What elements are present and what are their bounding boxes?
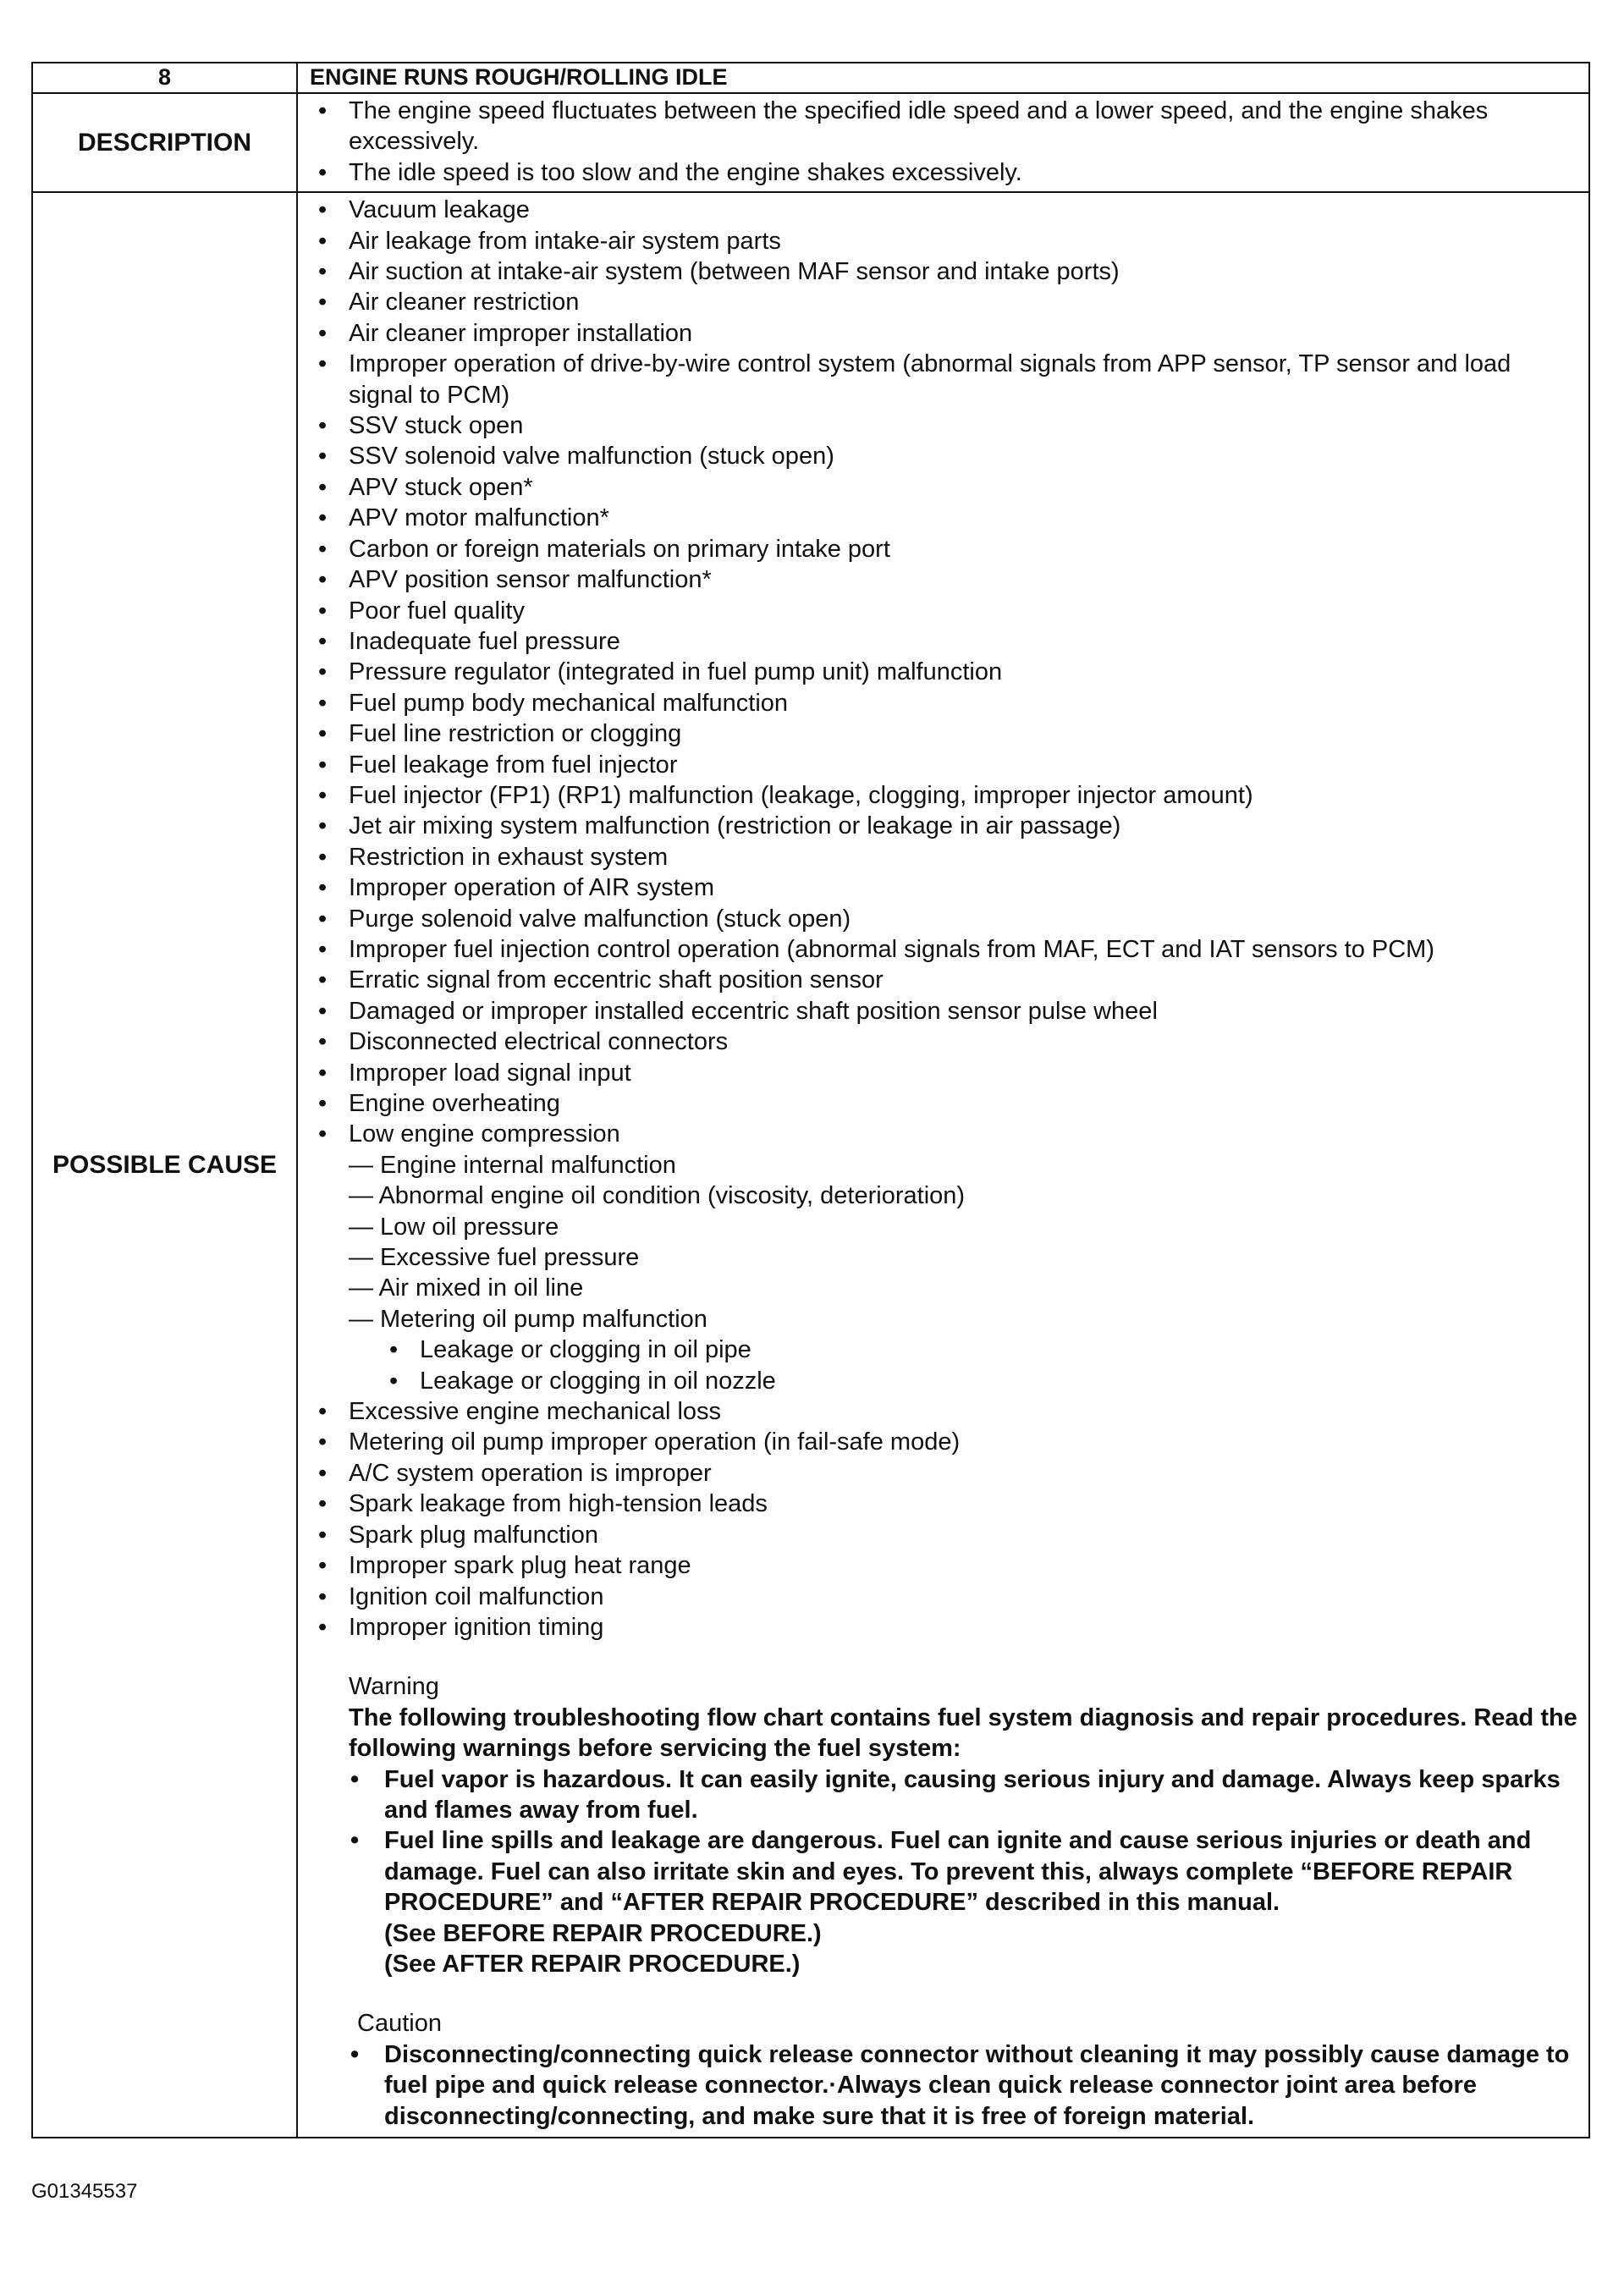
warning-text: The following troubleshooting flow chart contains fuel system diagnosis and repair procedures. Read the following warnings before servicing the fuel system: — [349, 1703, 1577, 1763]
possible-cause-label: POSSIBLE CAUSE — [32, 192, 297, 2138]
cause-item: • Excessive engine mechanical loss — [313, 1396, 1578, 1427]
cause-item: • Damaged or improper installed eccentric shaft position sensor pulse wheel — [313, 996, 1578, 1026]
symptom-number: 8 — [32, 63, 297, 93]
cause-subitem: — Low oil pressure — [349, 1213, 559, 1241]
cause-item: • APV motor malfunction* — [313, 503, 1578, 533]
description-item: • The engine speed fluctuates between the specified idle speed and a lower speed, and the engine shakes excessively. — [313, 96, 1578, 157]
cause-subitem: — Excessive fuel pressure — [349, 1244, 640, 1272]
cause-item: • Fuel leakage from fuel injector — [313, 750, 1578, 780]
see-before-repair-link[interactable]: (See BEFORE REPAIR PROCEDURE.) — [384, 1919, 822, 1947]
caution-heading: Caution — [357, 2010, 442, 2038]
description-content — [297, 93, 1589, 192]
oil-pump-subcause-list — [313, 1335, 1578, 1396]
cause-item: • Air cleaner restriction — [313, 287, 1578, 317]
cause-item: • Spark leakage from high-tension leads — [313, 1489, 1578, 1519]
cause-list — [313, 195, 1578, 1150]
table-header-row — [32, 63, 1589, 93]
cause-subsubitem: • Leakage or clogging in oil nozzle — [313, 1366, 1578, 1396]
see-after-repair-link[interactable]: (See AFTER REPAIR PROCEDURE.) — [384, 1950, 801, 1978]
description-row — [32, 93, 1589, 192]
cause-item: • SSV stuck open — [313, 410, 1578, 441]
description-list — [313, 96, 1578, 188]
document-id: G01345537 — [31, 2180, 138, 2203]
cause-item: • Inadequate fuel pressure — [313, 626, 1578, 657]
warning-list — [313, 1764, 1578, 1918]
cause-item: • Metering oil pump improper operation (in fail-safe mode) — [313, 1427, 1578, 1457]
cause-item: • Improper operation of drive-by-wire control system (abnormal signals from APP sensor, TP sensor and load signal to PCM) — [313, 349, 1578, 410]
cause-item: • Air suction at intake-air system (between MAF sensor and intake ports) — [313, 256, 1578, 287]
symptom-title: ENGINE RUNS ROUGH/ROLLING IDLE — [297, 63, 1589, 93]
cause-list-continued — [313, 1396, 1578, 1643]
cause-item: • APV position sensor malfunction* — [313, 564, 1578, 595]
cause-item: • SSV solenoid valve malfunction (stuck open) — [313, 441, 1578, 471]
cause-item: • Ignition coil malfunction — [313, 1582, 1578, 1612]
cause-item: • Improper ignition timing — [313, 1612, 1578, 1643]
possible-cause-content — [297, 192, 1589, 2138]
cause-item: • Air leakage from intake-air system parts — [313, 226, 1578, 256]
warning-item: • Fuel line spills and leakage are dangerous. Fuel can ignite and cause serious injuries or death and damage. Fuel can also irritate skin and eyes. To prevent this, always complete “BEFORE REPAIR PROCEDURE” and “AFTER REPAIR PROCEDURE” described in this manual. — [313, 1825, 1578, 1918]
description-item: • The idle speed is too slow and the engine shakes excessively. — [313, 157, 1578, 188]
warning-block — [313, 1671, 1578, 1979]
caution-list — [313, 2039, 1578, 2132]
cause-item: • Improper spark plug heat range — [313, 1550, 1578, 1581]
cause-item: • Low engine compression — [313, 1119, 1578, 1149]
warning-heading: Warning — [349, 1673, 439, 1701]
cause-item: • Improper load signal input — [313, 1058, 1578, 1088]
cause-subitem: — Abnormal engine oil condition (viscosity, deterioration) — [349, 1182, 966, 1210]
cause-item: • Erratic signal from eccentric shaft position sensor — [313, 965, 1578, 995]
caution-item: • Disconnecting/connecting quick release connector without cleaning it may possibly cause damage to fuel pipe and quick release connector.·Always clean quick release connector joint area before disconnecting/connecting, and make sure that it is free of foreign material. — [313, 2039, 1578, 2132]
cause-item: • Improper operation of AIR system — [313, 872, 1578, 903]
warning-item: • Fuel vapor is hazardous. It can easily ignite, causing serious injury and damage. Always keep sparks and flames away from fuel. — [313, 1764, 1578, 1826]
cause-subitem: — Engine internal malfunction — [349, 1151, 676, 1179]
cause-item: • Fuel line restriction or clogging — [313, 718, 1578, 749]
cause-item: • Air cleaner improper installation — [313, 318, 1578, 349]
cause-item: • Engine overheating — [313, 1088, 1578, 1119]
troubleshooting-table — [31, 62, 1590, 2138]
caution-block — [313, 2008, 1578, 2132]
cause-item: • Restriction in exhaust system — [313, 842, 1578, 872]
cause-item: • APV stuck open* — [313, 472, 1578, 503]
cause-item: • Pressure regulator (integrated in fuel pump unit) malfunction — [313, 657, 1578, 687]
cause-subitem: — Air mixed in oil line — [349, 1274, 584, 1302]
cause-item: • Fuel injector (FP1) (RP1) malfunction (leakage, clogging, improper injector amount) — [313, 780, 1578, 811]
cause-item: • Fuel pump body mechanical malfunction — [313, 688, 1578, 718]
cause-item: • Spark plug malfunction — [313, 1520, 1578, 1550]
possible-cause-row — [32, 192, 1589, 2138]
cause-subsubitem: • Leakage or clogging in oil pipe — [313, 1335, 1578, 1365]
description-label: DESCRIPTION — [32, 93, 297, 192]
cause-item: • Disconnected electrical connectors — [313, 1026, 1578, 1057]
cause-item: • Improper fuel injection control operation (abnormal signals from MAF, ECT and IAT sensors to PCM) — [313, 934, 1578, 965]
cause-item: • Carbon or foreign materials on primary intake port — [313, 534, 1578, 564]
cause-item: • Poor fuel quality — [313, 596, 1578, 626]
cause-item: • Purge solenoid valve malfunction (stuck open) — [313, 904, 1578, 934]
cause-item: • A/C system operation is improper — [313, 1458, 1578, 1489]
compression-subcause-list — [313, 1150, 1578, 1335]
cause-item: • Vacuum leakage — [313, 195, 1578, 225]
cause-item: • Jet air mixing system malfunction (restriction or leakage in air passage) — [313, 811, 1578, 841]
cause-subitem: — Metering oil pump malfunction — [349, 1305, 707, 1333]
